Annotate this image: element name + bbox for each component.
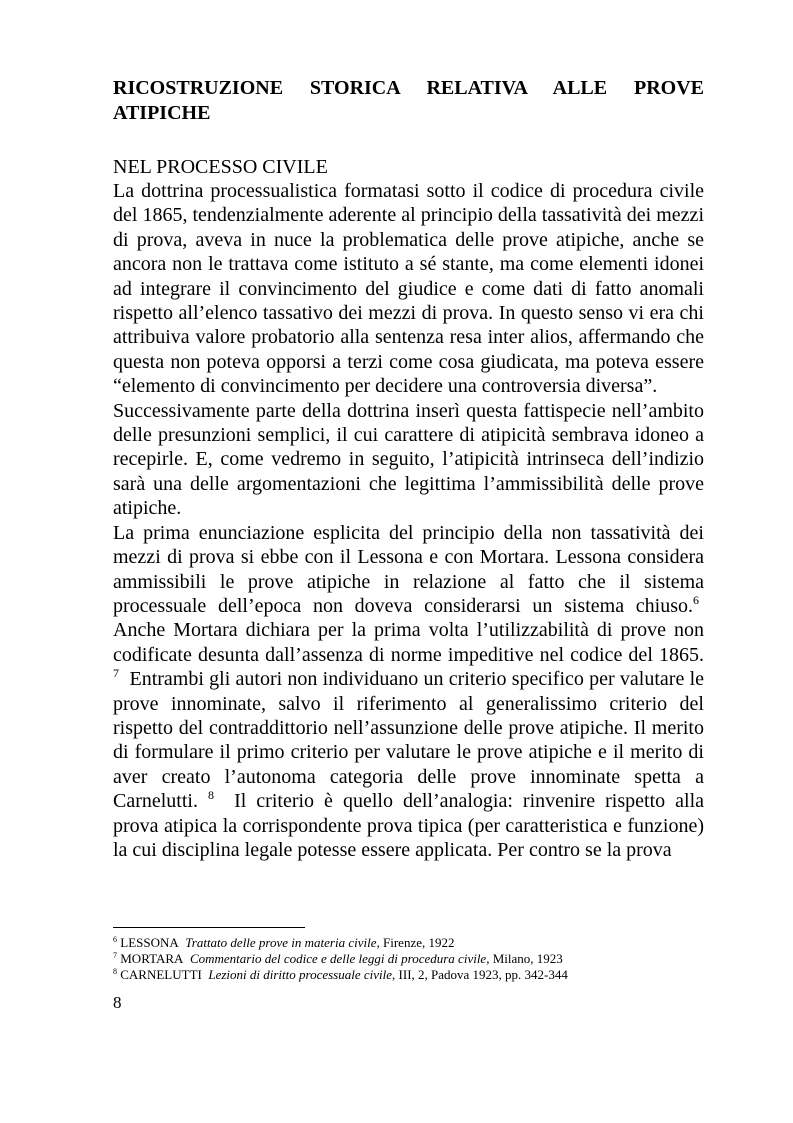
footnote-separator (113, 927, 305, 928)
footnote-author: LESSONA (120, 935, 179, 950)
footnote-author: CARNELUTTI (120, 967, 202, 982)
footnotes (113, 935, 704, 983)
footnote-number: 7 (113, 951, 117, 960)
paragraph-3-text-1: La prima enunciazione esplicita del principio della non tassatività dei mezzi di prova si ebbe con il Lessona e con Mortara. Lessona considera ammissibili le prove atipiche in relazione al fatto che il sistema processuale dell’epoca non doveva considerarsi un sistema chiuso. (113, 521, 704, 617)
paragraph-3 (113, 521, 704, 863)
footnote-ref-8[interactable]: 8 (208, 788, 215, 803)
footnote-7 (113, 951, 704, 967)
paragraph-2: Successivamente parte della dottrina inserì questa fattispecie nell’ambito delle presunzioni semplici, il cui carattere di atipicità sembrava idoneo a recepirle. E, come vedremo in seguito, l’atipicità intrinseca dell’indizio sarà una delle argomentazioni che legittima l’ammissibilità delle prove atipiche. (113, 399, 704, 520)
footnote-work: Commentario del codice e delle leggi di procedura civile (189, 951, 487, 966)
body-text (113, 179, 704, 862)
chapter-title: RICOSTRUZIONE STORICA RELATIVA ALLE PROVE ATIPICHE (113, 77, 704, 124)
section-heading: NEL PROCESSO CIVILE (113, 156, 328, 178)
paragraph-3-text-3: Entrambi gli autori non individuano un criterio specifico per valutare le prove innominate, salvo il riferimento al generalissimo criterio del rispetto del contraddittorio nell’assunzione delle prove atipiche. Il merito di formulare il primo criterio per valutare le prove atipiche e il merito di aver creato l’autonoma categoria delle prove innominate spetta a Carnelutti. (113, 668, 705, 813)
paragraph-1: La dottrina processualistica formatasi sotto il codice di procedura civile del 1865, tendenzialmente aderente al principio della tassatività dei mezzi di prova, aveva in nuce la problematica delle prove atipiche, anche se ancora non le trattava come istituto a sé stante, ma come elementi idonei ad integrare il convincimento del giudice e come dati di fatto anomali rispetto all’elenco tassativo dei mezzi di prova. In questo senso vi era chi attribuiva valore probatorio alla sentenza resa inter alios, affermando che questa non poteva opporsi a terzi come cosa giudicata, ma poteva essere “elemento di convincimento per decidere una controversia diversa”. (113, 180, 704, 398)
footnote-details: Firenze, 1922 (383, 935, 455, 950)
document-page (113, 0, 704, 1123)
footnote-details: , Milano, 1923 (486, 951, 563, 966)
page-number: 8 (113, 993, 122, 1012)
paragraph-3-text-2: Anche Mortara dichiara per la prima volta l’utilizzabilità di prove non codificate desunta dall’assenza di norme impeditive nel codice del 1865. (113, 619, 704, 666)
footnote-number: 8 (113, 967, 117, 976)
footnote-ref-7[interactable]: 7 (113, 666, 119, 681)
footnote-author: MORTARA (120, 951, 184, 966)
footnote-work: Lezioni di diritto processuale civile (208, 967, 393, 982)
footnote-number: 6 (113, 935, 117, 944)
footnote-6 (113, 935, 704, 951)
footnote-ref-6[interactable]: 6 (693, 592, 699, 607)
paragraph-3-text-4: Il criterio è quello dell’analogia: rinvenire rispetto alla prova atipica la corrispondente prova tipica (per caratteristica e funzione) la cui disciplina legale potesse essere applicata. Per contro se la prova (113, 790, 705, 861)
footnote-details: , III, 2, Padova 1923, pp. 342-344 (392, 967, 568, 982)
footnote-work: Trattato delle prove in materia civile, (185, 935, 380, 950)
footnote-8 (113, 967, 704, 983)
